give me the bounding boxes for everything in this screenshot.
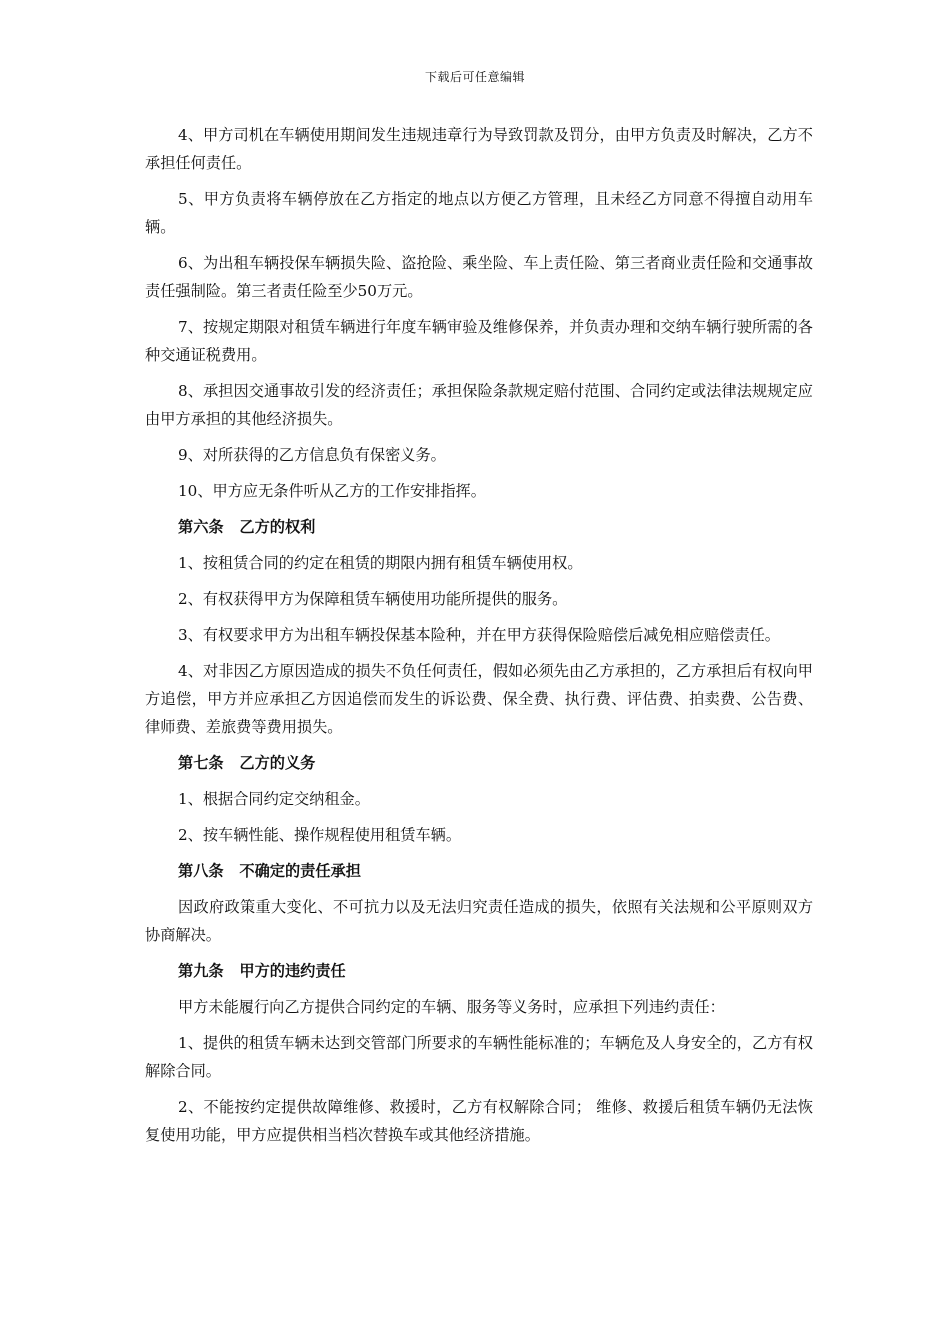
section-heading: 第九条 甲方的违约责任: [178, 962, 346, 980]
document-body: [145, 121, 813, 1157]
paragraph: 甲方未能履行向乙方提供合同约定的车辆、服务等义务时，应承担下列违约责任：: [178, 998, 725, 1016]
paragraph: 8、承担因交通事故引发的经济责任；承担保险条款规定赔付范围、合同约定或法律法规规定应由甲方承担的其他经济损失。: [145, 382, 813, 428]
paragraph: 5、甲方负责将车辆停放在乙方指定的地点以方便乙方管理，且未经乙方同意不得擅自动用车辆。: [145, 190, 813, 236]
paragraph: 因政府政策重大变化、不可抗力以及无法归究责任造成的损失，依照有关法规和公平原则双方协商解决。: [145, 898, 813, 944]
paragraph: 2、有权获得甲方为保障租赁车辆使用功能所提供的服务。: [178, 590, 568, 608]
paragraph: 2、不能按约定提供故障维修、救援时，乙方有权解除合同； 维修、救援后租赁车辆仍无法恢复使用功能，甲方应提供相当档次替换车或其他经济措施。: [145, 1098, 813, 1144]
page-header: 下载后可任意编辑: [424, 70, 525, 84]
section-heading: 第六条 乙方的权利: [178, 518, 316, 536]
paragraph: 1、提供的租赁车辆未达到交管部门所要求的车辆性能标准的；车辆危及人身安全的，乙方有权解除合同。: [145, 1034, 813, 1080]
section-heading: 第八条 不确定的责任承担: [178, 862, 361, 880]
paragraph: 6、为出租车辆投保车辆损失险、盗抢险、乘坐险、车上责任险、第三者商业责任险和交通事故责任强制险。第三者责任险至少50万元。: [145, 254, 813, 300]
paragraph: 2、按车辆性能、操作规程使用租赁车辆。: [178, 826, 462, 844]
section-heading: 第七条 乙方的义务: [178, 754, 316, 772]
paragraph: 7、按规定期限对租赁车辆进行年度车辆审验及维修保养，并负责办理和交纳车辆行驶所需的各种交通证税费用。: [145, 318, 813, 364]
paragraph: 3、有权要求甲方为出租车辆投保基本险种，并在甲方获得保险赔偿后减免相应赔偿责任。: [178, 626, 780, 644]
paragraph: 10、甲方应无条件听从乙方的工作安排指挥。: [178, 482, 486, 500]
paragraph: 4、甲方司机在车辆使用期间发生违规违章行为导致罚款及罚分，由甲方负责及时解决，乙方不承担任何责任。: [145, 126, 813, 172]
paragraph: 1、根据合同约定交纳租金。: [178, 790, 370, 808]
paragraph: 9、对所获得的乙方信息负有保密义务。: [178, 446, 446, 464]
paragraph: 4、对非因乙方原因造成的损失不负任何责任，假如必须先由乙方承担的，乙方承担后有权向甲方追偿，甲方并应承担乙方因追偿而发生的诉讼费、保全费、执行费、评估费、拍卖费、公告费、律师费、差旅费等费用损失。: [145, 662, 813, 736]
paragraph: 1、按租赁合同的约定在租赁的期限内拥有租赁车辆使用权。: [178, 554, 583, 572]
